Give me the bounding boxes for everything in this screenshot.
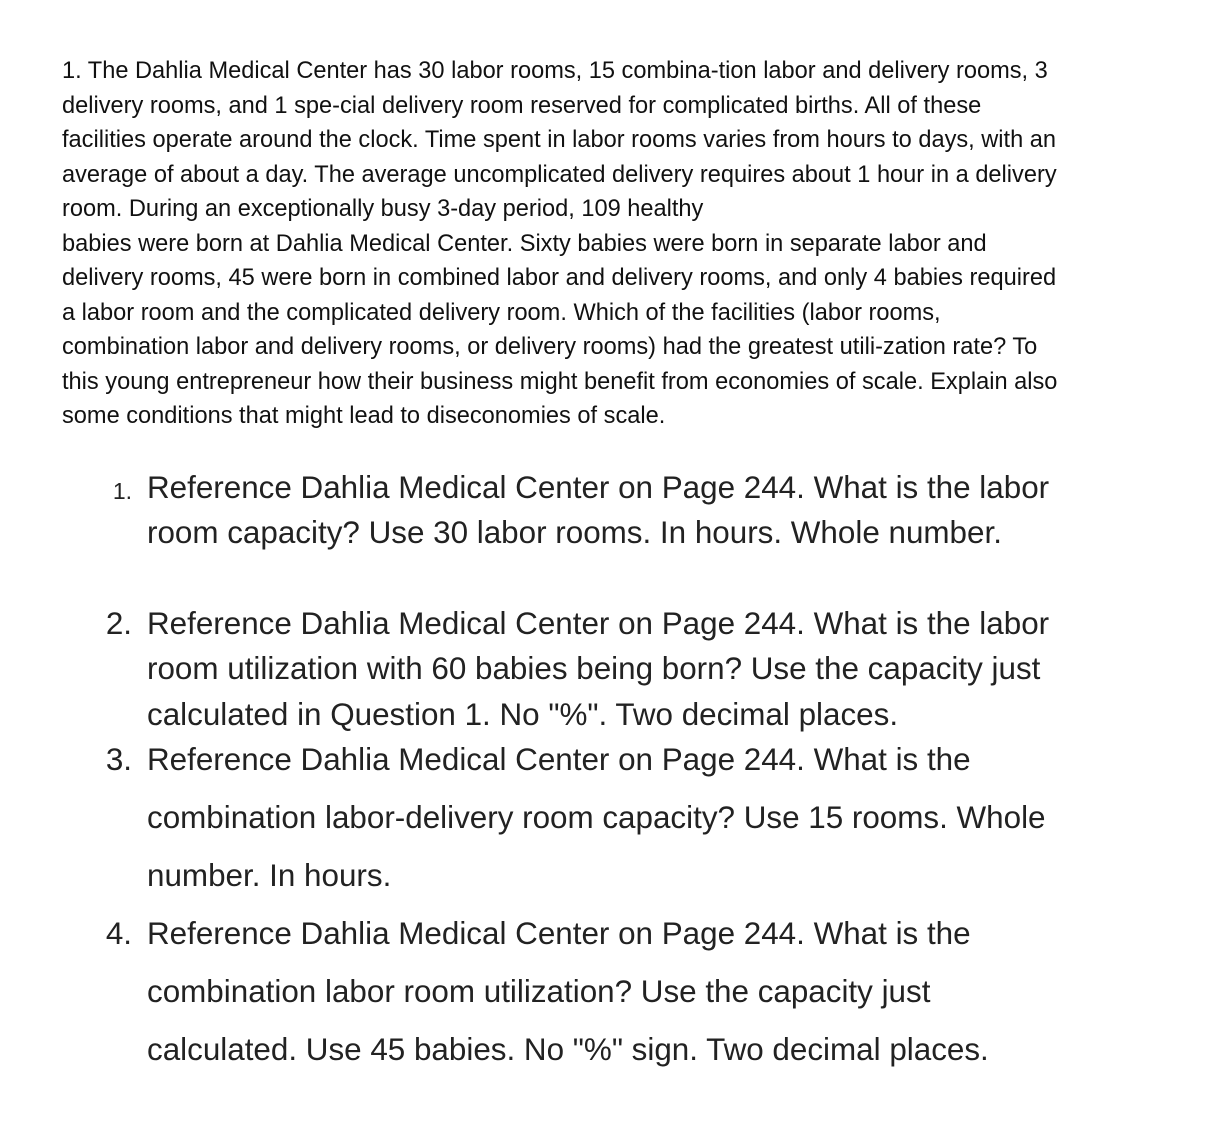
question-line: combination labor room utilization? Use the capacity just — [147, 974, 931, 1009]
question-number: 2. — [105, 606, 132, 641]
problem-line: 1. The Dahlia Medical Center has 30 labor rooms, 15 combina-tion labor and delivery rooms, 3 — [62, 58, 1048, 84]
problem-line: delivery rooms, and 1 spe-cial delivery room reserved for complicated births. All of these — [62, 92, 982, 119]
problem-line: facilities operate around the clock. Time spent in labor rooms varies from hours to days, with an — [62, 127, 1057, 153]
problem-line: average of about a day. The average uncomplicated delivery requires about 1 hour in a delivery — [62, 161, 1057, 188]
question-line: calculated in Question 1. No "%". Two decimal places. — [147, 697, 899, 732]
question-number: 1. — [112, 478, 132, 504]
problem-line: babies were born at Dahlia Medical Center. Sixty babies were born in separate labor and — [62, 230, 987, 257]
problem-statement — [62, 54, 1172, 434]
question-line: combination labor-delivery room capacity? Use 15 rooms. Whole — [147, 800, 1046, 835]
problem-line: room. During an exceptionally busy 3-day period, 109 healthy — [62, 196, 704, 222]
question-line: Reference Dahlia Medical Center on Page 244. What is the — [147, 742, 971, 777]
question-line: Reference Dahlia Medical Center on Page 244. What is the labor — [147, 606, 1050, 641]
question-line: number. In hours. — [147, 858, 392, 893]
problem-line: this young entrepreneur how their business might benefit from economies of scale. Explain also — [62, 368, 1058, 395]
question-line: calculated. Use 45 babies. No "%" sign. Two decimal places. — [147, 1032, 989, 1067]
question-line: room utilization with 60 babies being born? Use the capacity just — [147, 651, 1041, 686]
problem-line: combination labor and delivery rooms, or delivery rooms) had the greatest utili-zation rate? To — [62, 334, 1038, 360]
problem-line: a labor room and the complicated delivery room. Which of the facilities (labor rooms, — [62, 299, 941, 326]
question-number: 3. — [105, 742, 132, 777]
problem-line: delivery rooms, 45 were born in combined labor and delivery rooms, and only 4 babies required — [62, 265, 1057, 291]
question-line: Reference Dahlia Medical Center on Page 244. What is the — [147, 916, 971, 951]
question-number: 4. — [105, 916, 132, 951]
question-line: Reference Dahlia Medical Center on Page 244. What is the labor — [147, 470, 1050, 505]
question-line: room capacity? Use 30 labor rooms. In hours. Whole number. — [147, 515, 1002, 550]
problem-line: some conditions that might lead to diseconomies of scale. — [62, 403, 666, 429]
